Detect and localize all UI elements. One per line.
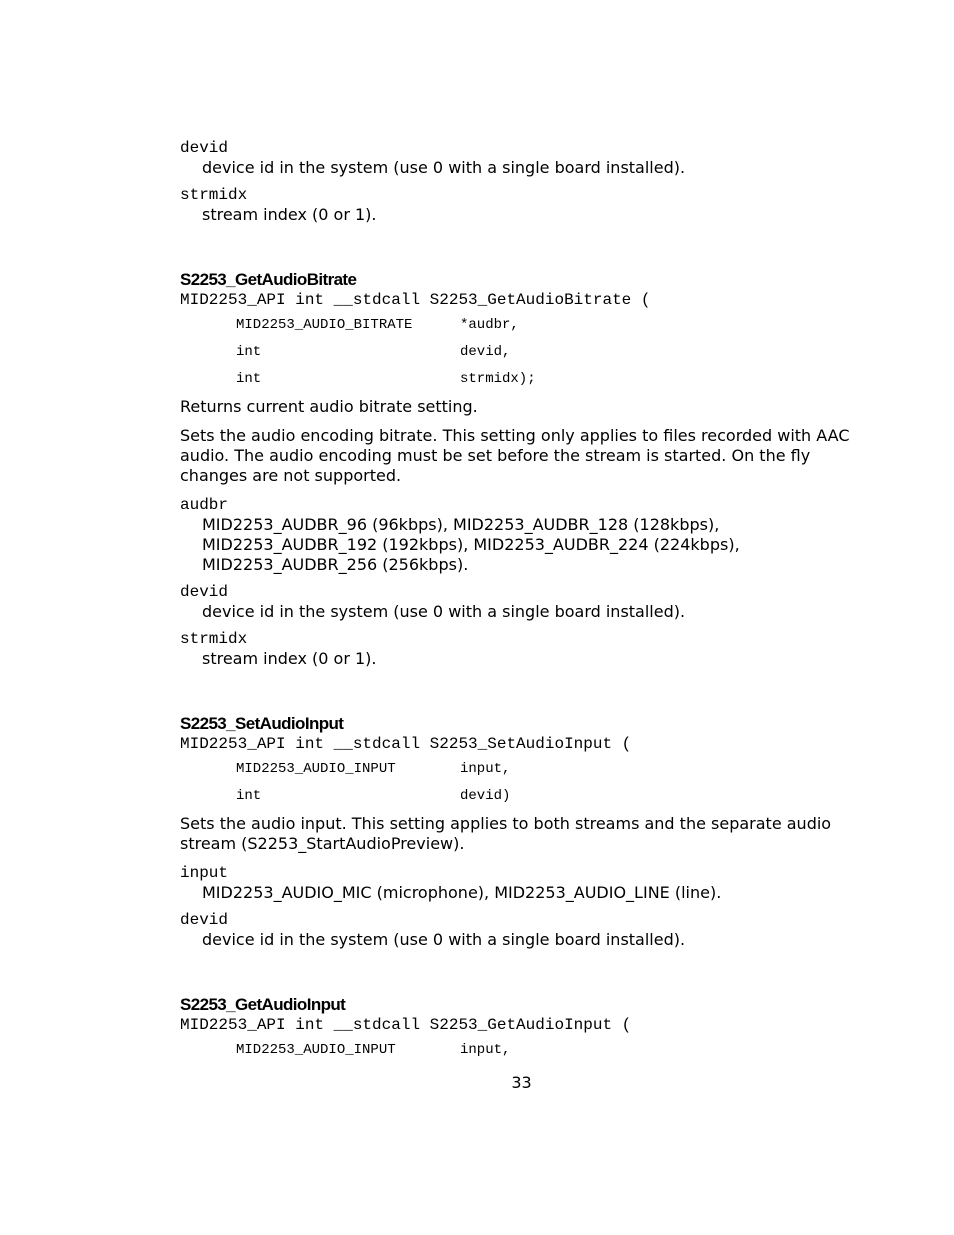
- section-set-audio-input: [180, 714, 880, 950]
- page-number: 33: [511, 1073, 532, 1092]
- argument-type: MID2253_AUDIO_INPUT: [236, 761, 396, 777]
- section-title: S2253_SetAudioInput: [180, 714, 344, 733]
- section-title: S2253_GetAudioBitrate: [180, 270, 357, 289]
- argument-row: [236, 1041, 880, 1068]
- function-prototype: MID2253_API int __stdcall S2253_GetAudioInput (: [180, 1016, 632, 1034]
- argument-type: int: [236, 371, 262, 387]
- section-get-audio-input: [180, 995, 880, 1068]
- section-spacer: [180, 957, 880, 995]
- argument-name: *audbr,: [460, 317, 519, 333]
- param-description: device id in the system (use 0 with a single board installed).: [202, 930, 686, 949]
- param-name: input: [180, 864, 229, 882]
- param-description: device id in the system (use 0 with a single board installed).: [202, 602, 686, 621]
- argument-name: input,: [460, 761, 511, 777]
- param-description: stream index (0 or 1).: [202, 205, 377, 224]
- section-title: S2253_GetAudioInput: [180, 995, 346, 1014]
- function-prototype: MID2253_API int __stdcall S2253_SetAudioInput (: [180, 735, 632, 753]
- section-spacer: [180, 676, 880, 714]
- argument-name: input,: [460, 1042, 511, 1058]
- argument-type: MID2253_AUDIO_BITRATE: [236, 317, 413, 333]
- argument-type: MID2253_AUDIO_INPUT: [236, 1042, 396, 1058]
- argument-name: devid): [460, 788, 511, 804]
- param-name: devid: [180, 139, 229, 157]
- function-prototype: MID2253_API int __stdcall S2253_GetAudioBitrate (: [180, 291, 651, 309]
- argument-name: devid,: [460, 344, 511, 360]
- section-spacer: [180, 232, 880, 270]
- description-paragraph: Sets the audio encoding bitrate. This setting only applies to files recorded with AAC audio. The audio encoding must be set before the stream is started. On the fly changes are not supported.: [180, 426, 850, 485]
- param-description: MID2253_AUDIO_MIC (microphone), MID2253_AUDIO_LINE (line).: [202, 883, 722, 902]
- argument-row: [236, 316, 880, 343]
- argument-row: [236, 787, 880, 814]
- argument-row: [236, 760, 880, 787]
- param-name: strmidx: [180, 186, 248, 204]
- param-name: strmidx: [180, 630, 248, 648]
- page-content: [180, 138, 880, 1068]
- param-description: device id in the system (use 0 with a single board installed).: [202, 158, 686, 177]
- description-paragraph: Sets the audio input. This setting applies to both streams and the separate audio stream (S2253_StartAudioPreview).: [180, 814, 832, 853]
- argument-row: [236, 343, 880, 370]
- argument-name: strmidx);: [460, 371, 536, 387]
- param-description: stream index (0 or 1).: [202, 649, 377, 668]
- argument-row: [236, 370, 880, 397]
- argument-type: int: [236, 344, 262, 360]
- section-get-audio-bitrate: [180, 270, 880, 669]
- param-name: devid: [180, 583, 229, 601]
- param-name: audbr: [180, 496, 229, 514]
- argument-type: int: [236, 788, 262, 804]
- param-description: MID2253_AUDBR_96 (96kbps), MID2253_AUDBR_128 (128kbps), MID2253_AUDBR_192 (192kbps), MID2253_AUDBR_224 (224kbps), MID2253_AUDBR_256 (256kbps).: [202, 515, 740, 574]
- description-paragraph: Returns current audio bitrate setting.: [180, 397, 478, 416]
- param-name: devid: [180, 911, 229, 929]
